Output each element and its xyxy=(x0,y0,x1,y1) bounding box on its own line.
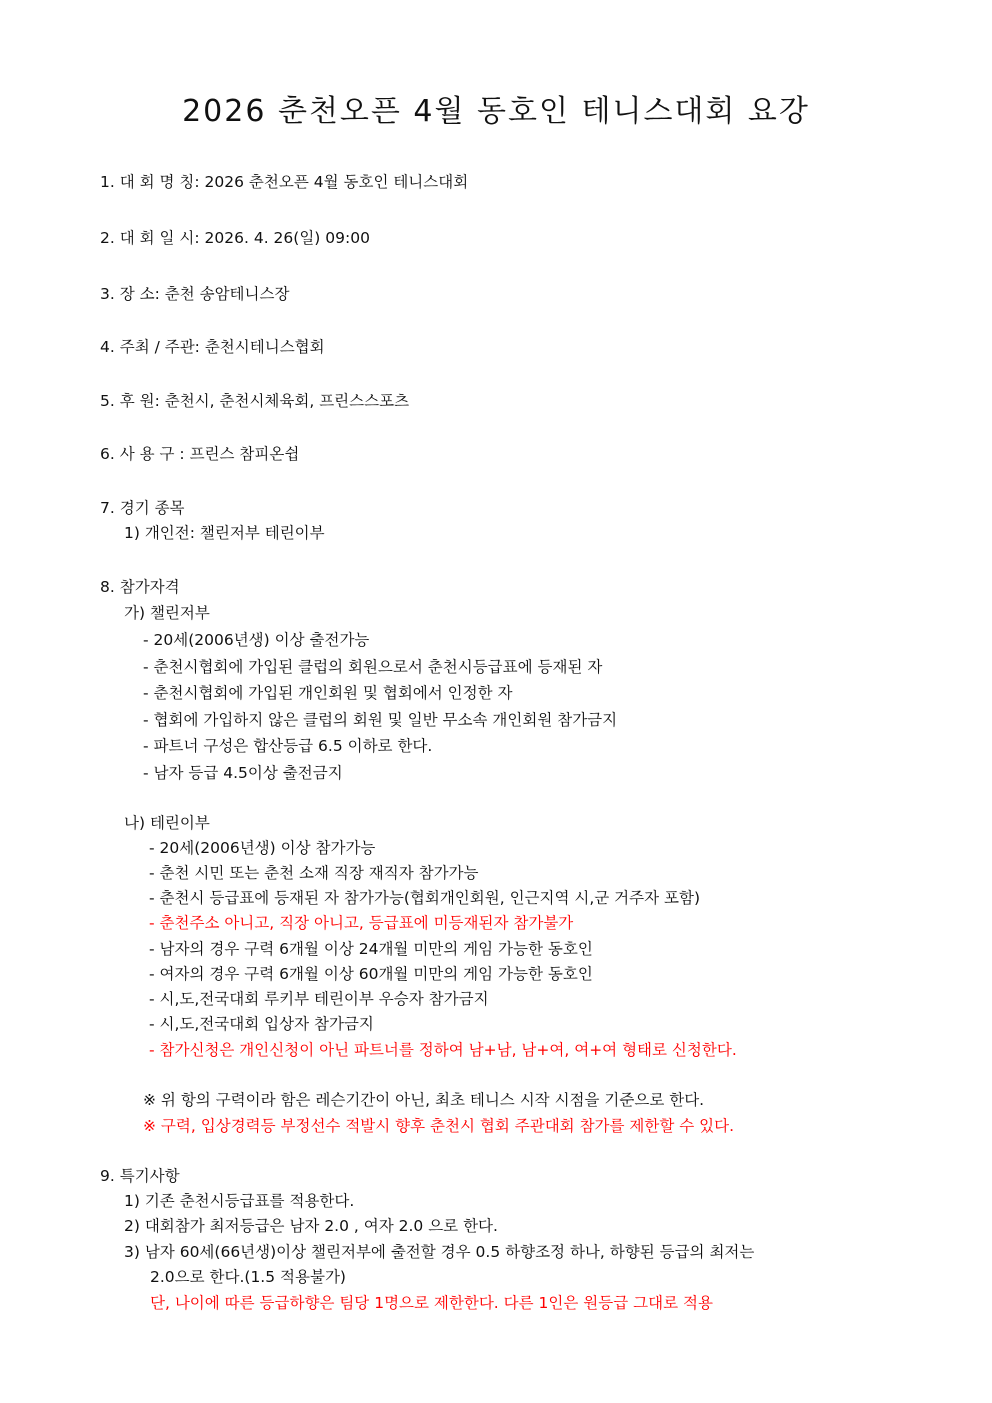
section-heading-special: 9. 특기사항 xyxy=(100,1167,180,1185)
special-item-highlight: 단, 나이에 따른 등급하향은 팀당 1명으로 제한한다. 다른 1인은 원등급 그대로 적용 xyxy=(150,1294,713,1312)
organizer-line: 4. 주최 / 주관: 춘천시테니스협회 xyxy=(100,338,325,356)
challenger-rule: - 협회에 가입하지 않은 클럽의 회원 및 일반 무소속 개인회원 참가금지 xyxy=(143,711,618,729)
beginner-rule: - 남자의 경우 구력 6개월 이상 24개월 미만의 게임 가능한 동호인 xyxy=(149,940,593,958)
challenger-rule: - 20세(2006년생) 이상 출전가능 xyxy=(143,631,370,649)
section-heading-eligibility: 8. 참가자격 xyxy=(100,578,180,596)
challenger-rule: - 파트너 구성은 합산등급 6.5 이하로 한다. xyxy=(143,737,433,755)
venue-line: 3. 장 소: 춘천 송암테니스장 xyxy=(100,285,290,303)
beginner-rule-highlight: - 춘천주소 아니고, 직장 아니고, 등급표에 미등재된자 참가불가 xyxy=(149,914,574,932)
events-item: 1) 개인전: 챌린저부 테린이부 xyxy=(124,524,325,542)
challenger-rule: - 남자 등급 4.5이상 출전금지 xyxy=(143,764,343,782)
event-name-line: 1. 대 회 명 칭: 2026 춘천오픈 4월 동호인 테니스대회 xyxy=(100,173,469,191)
special-item: 3) 남자 60세(66년생)이상 챌린저부에 출전할 경우 0.5 하향조정 하나, 하향된 등급의 최저는 xyxy=(124,1243,755,1261)
official-ball-line: 6. 사 용 구 : 프린스 참피온쉽 xyxy=(100,445,300,463)
beginner-rule: - 시,도,전국대회 루키부 테린이부 우승자 참가금지 xyxy=(149,990,489,1008)
beginner-rule-highlight: - 참가신청은 개인신청이 아닌 파트너를 정하여 남+남, 남+여, 여+여 형태로 신청한다. xyxy=(149,1041,737,1059)
beginner-rule: - 20세(2006년생) 이상 참가가능 xyxy=(149,839,376,857)
challenger-rule: - 춘천시협회에 가입된 클럽의 회원으로서 춘천시등급표에 등재된 자 xyxy=(143,658,603,676)
beginner-heading: 나) 테린이부 xyxy=(124,814,210,832)
challenger-rule: - 춘천시협회에 가입된 개인회원 및 협회에서 인정한 자 xyxy=(143,684,513,702)
beginner-rule: - 춘천시 등급표에 등재된 자 참가가능(협회개인회원, 인근지역 시,군 거주자 포함) xyxy=(149,889,701,907)
note-career-definition: ※ 위 항의 구력이라 함은 레슨기간이 아닌, 최초 테니스 시작 시점을 기준으로 한다. xyxy=(143,1091,705,1109)
document-title: 2026 춘천오픈 4월 동호인 테니스대회 요강 xyxy=(182,94,810,129)
event-date-line: 2. 대 회 일 시: 2026. 4. 26(일) 09:00 xyxy=(100,229,370,247)
beginner-rule: - 시,도,전국대회 입상자 참가금지 xyxy=(149,1015,374,1033)
special-item-continued: 2.0으로 한다.(1.5 적용불가) xyxy=(150,1268,346,1286)
challenger-heading: 가) 챌린저부 xyxy=(124,604,210,622)
special-item: 2) 대회참가 최저등급은 남자 2.0 , 여자 2.0 으로 한다. xyxy=(124,1217,498,1235)
beginner-rule: - 춘천 시민 또는 춘천 소재 직장 재직자 참가가능 xyxy=(149,864,479,882)
special-item: 1) 기존 춘천시등급표를 적용한다. xyxy=(124,1192,355,1210)
sponsor-line: 5. 후 원: 춘천시, 춘천시체육회, 프린스스포츠 xyxy=(100,392,410,410)
section-heading-events: 7. 경기 종목 xyxy=(100,499,185,517)
note-fraud-warning: ※ 구력, 입상경력등 부정선수 적발시 향후 춘천시 협회 주관대회 참가를 제한할 수 있다. xyxy=(143,1117,735,1135)
beginner-rule: - 여자의 경우 구력 6개월 이상 60개월 미만의 게임 가능한 동호인 xyxy=(149,965,593,983)
